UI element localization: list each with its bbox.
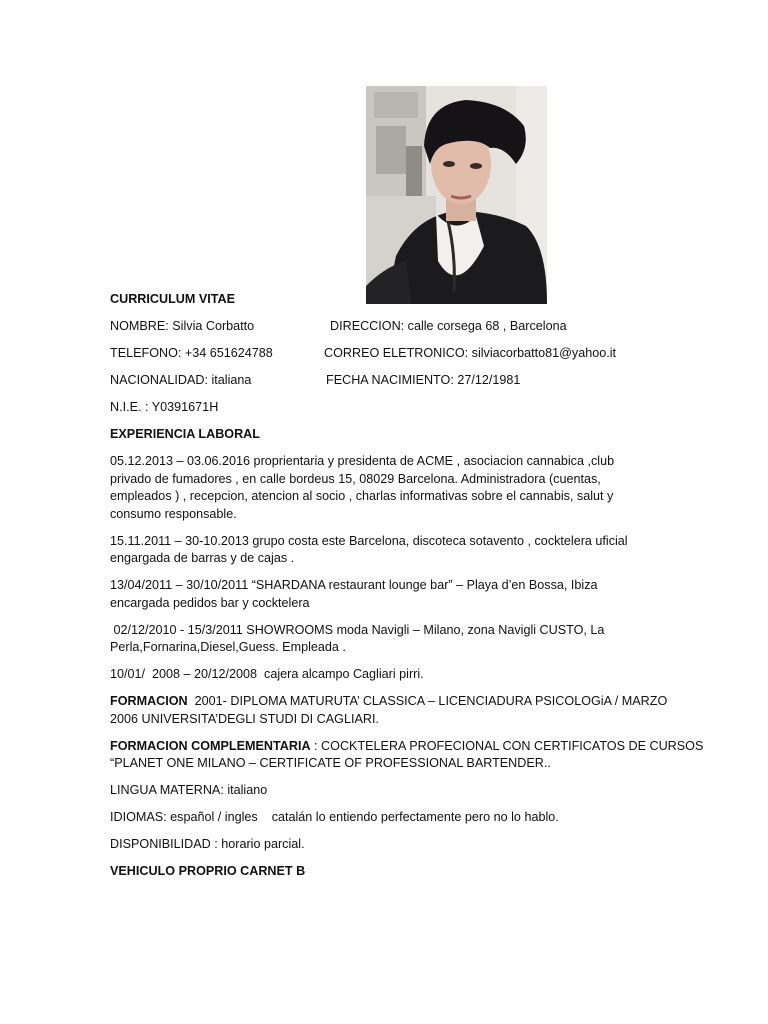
profile-photo [366, 86, 547, 304]
experience-item [110, 453, 670, 523]
experience-item [110, 622, 670, 657]
complementary-text-2: “PLANET ONE MILANO – CERTIFICATE OF PROFESSIONAL BARTENDER.. [110, 756, 551, 770]
cv-title: CURRICULUM VITAE [110, 292, 235, 306]
nie-field: N.I.E. : Y0391671H [110, 400, 219, 414]
experience-item [110, 577, 670, 612]
cv-document [110, 291, 704, 890]
experience-item [110, 666, 670, 684]
profile-photo-image [366, 86, 547, 304]
name-address-row [110, 318, 670, 336]
experience-heading: EXPERIENCIA LABORAL [110, 427, 260, 441]
experience-item [110, 533, 670, 568]
experience-line: engargada de barras y de cajas . [110, 551, 295, 565]
education-text-2: 2006 UNIVERSITA’DEGLI STUDI DI CAGLIARI. [110, 711, 379, 726]
nationality-birth-row [110, 372, 670, 390]
native-language: LINGUA MATERNA: italiano [110, 783, 268, 797]
languages: IDIOMAS: español / ingles catalán lo entiendo perfectamente pero no lo hablo. [110, 810, 559, 824]
experience-line: 15.11.2011 – 30-10.2013 grupo costa este Barcelona, discoteca sotavento , cocktelera uficial [110, 533, 628, 548]
vehicle-license: VEHICULO PROPRIO CARNET B [110, 864, 306, 878]
address-field: DIRECCION: calle corsega 68 , Barcelona [330, 319, 567, 333]
education-section [110, 693, 670, 728]
nationality-field: NACIONALIDAD: italiana [110, 373, 252, 387]
phone-field: TELEFONO: +34 651624788 [110, 346, 273, 360]
experience-line: privado de fumadores , en calle bordeus 15, 08029 Barcelona. Administradora (cuentas, [110, 471, 601, 486]
email-field: CORREO ELETRONICO: silviacorbatto81@yahoo.it [324, 346, 617, 360]
education-text: 2001- DIPLOMA MATURUTA’ CLASSICA – LICENCIADURA PSICOLOGiA / MARZO [187, 694, 668, 708]
complementary-text: : COCKTELERA PROFECIONAL CON CERTIFICATOS DE CURSOS [310, 738, 704, 753]
experience-line: empleados ) , recepcion, atencion al socio , charlas informativas sobre el cannabis, salut y [110, 489, 614, 503]
phone-email-row [110, 345, 670, 363]
experience-line: 05.12.2013 – 03.06.2016 proprientaria y presidenta de ACME , asociacion cannabica ,club [110, 454, 615, 468]
name-field: NOMBRE: Silvia Corbatto [110, 319, 255, 333]
complementary-label: FORMACION COMPLEMENTARIA [110, 738, 311, 753]
experience-line: 02/12/2010 - 15/3/2011 SHOWROOMS moda Navigli – Milano, zona Navigli CUSTO, La [110, 622, 605, 637]
education-label: FORMACION [110, 694, 188, 708]
availability: DISPONIBILIDAD : horario parcial. [110, 837, 305, 851]
experience-line: encargada pedidos bar y cocktelera [110, 595, 310, 610]
experience-line: 13/04/2011 – 30/10/2011 “SHARDANA restaurant lounge bar” – Playa d’en Bossa, Ibiza [110, 578, 598, 592]
birthdate-field: FECHA NACIMIENTO: 27/12/1981 [326, 373, 521, 387]
experience-line: consumo responsable. [110, 506, 237, 521]
complementary-education-section [110, 738, 704, 773]
experience-line: 10/01/ 2008 – 20/12/2008 cajera alcampo Cagliari pirri. [110, 667, 424, 681]
experience-line: Perla,Fornarina,Diesel,Guess. Empleada . [110, 640, 346, 654]
